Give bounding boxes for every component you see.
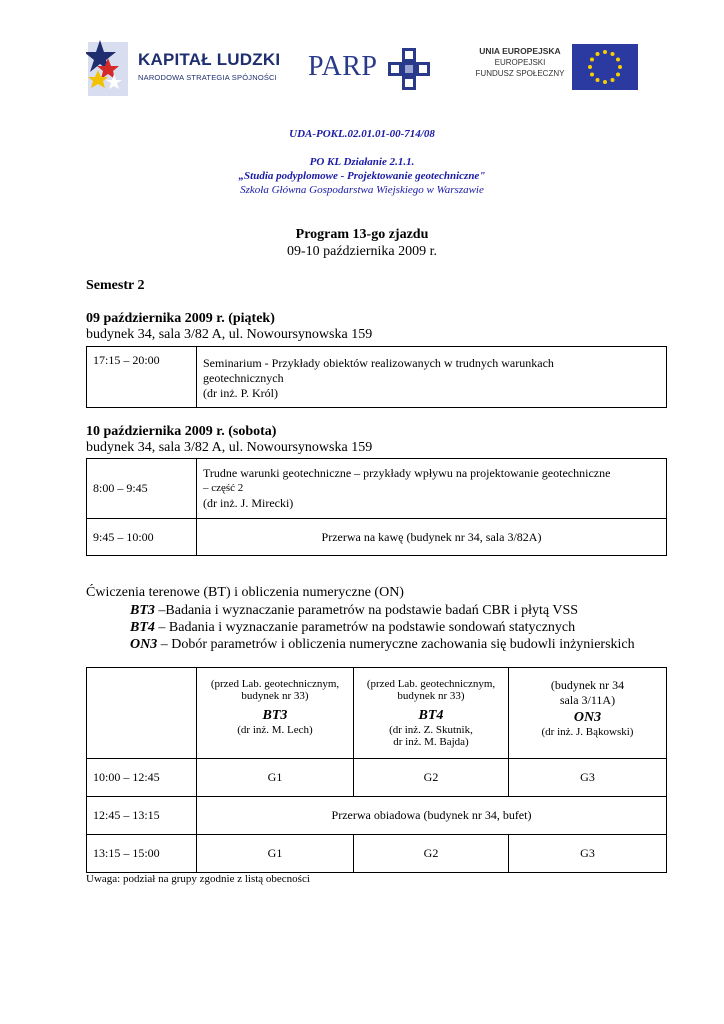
- day1-table: [86, 346, 667, 408]
- groups-row3-time: 13:15 – 15:00: [87, 835, 197, 873]
- eu-flag-icon: [572, 44, 638, 90]
- program-title: Program 13-go zjazdu: [295, 227, 429, 242]
- day2-row1-desc-line1: Trudne warunki geotechniczne – przykłady wpływu na projektowanie geotechniczne: [203, 466, 611, 480]
- day2-date: 10 października 2009 r. (sobota): [86, 424, 277, 439]
- project-code: UDA-POKL.02.01.01-00-714/08: [289, 128, 435, 140]
- groups-row1-g1: G1: [197, 759, 354, 797]
- day1-place: budynek 34, sala 3/82 A, ul. Nowoursynowska 159: [86, 327, 373, 342]
- exercise-code-on3: ON3: [130, 637, 158, 652]
- semester-label: Semestr 2: [86, 278, 145, 293]
- day1-lecturer: (dr inż. P. Król): [203, 386, 278, 400]
- on3-lecturer: (dr inż. J. Bąkowski): [541, 726, 634, 738]
- kapital-ludzki-subtitle: NARODOWA STRATEGIA SPÓJNOŚCI: [138, 73, 277, 82]
- groups-header-empty: [87, 668, 197, 759]
- on3-loc2: sala 3/11A): [559, 693, 616, 707]
- school-name: Szkoła Główna Gospodarstwa Wiejskiego w Warszawie: [240, 184, 484, 196]
- day2-row1-desc: [197, 459, 667, 519]
- groups-table: [86, 667, 667, 873]
- groups-row2-desc: Przerwa obiadowa (budynek nr 34, bufet): [197, 797, 667, 835]
- groups-row1-g3: G3: [509, 759, 667, 797]
- parp-cross-logo-icon: [386, 46, 432, 92]
- bt3-lecturer: (dr inż. M. Lech): [237, 724, 313, 736]
- bt4-lecturer2: dr inż. M. Bajda): [393, 736, 469, 748]
- program-dates: 09-10 października 2009 r.: [286, 244, 438, 259]
- day2-row2-desc: Przerwa na kawę (budynek nr 34, sala 3/82A): [197, 519, 667, 556]
- exercises-title: Ćwiczenia terenowe (BT) i obliczenia numeryczne (ON): [86, 585, 404, 600]
- groups-row1-g2: G2: [354, 759, 509, 797]
- day1-desc-line2: geotechnicznych: [203, 371, 284, 385]
- groups-header-bt3: [197, 668, 354, 759]
- day2-place: budynek 34, sala 3/82 A, ul. Nowoursynowska 159: [86, 440, 373, 455]
- groups-header-bt4: [354, 668, 509, 759]
- kapital-ludzki-star-logo-icon: [86, 36, 134, 98]
- groups-header-on3: [509, 668, 667, 759]
- logo-bar: [0, 36, 724, 100]
- groups-row1-time: 10:00 – 12:45: [87, 759, 197, 797]
- table-row: [87, 759, 667, 797]
- bt4-lecturer1: (dr inż. Z. Skutnik,: [389, 724, 473, 736]
- exercise-item-bt3: [130, 603, 578, 619]
- bt3-loc2: budynek nr 33): [241, 690, 309, 702]
- table-row: [87, 347, 667, 408]
- action-title: PO KL Działanie 2.1.1.: [309, 156, 415, 168]
- parp-logo: [308, 46, 438, 92]
- day1-desc-line1: Seminarium - Przykłady obiektów realizowanych w trudnych warunkach: [203, 356, 554, 370]
- eu-logo: [470, 44, 640, 96]
- table-row: [87, 668, 667, 759]
- day1-date: 09 października 2009 r. (piątek): [86, 311, 275, 326]
- on3-code: ON3: [573, 710, 602, 725]
- bt3-code: BT3: [262, 708, 288, 723]
- exercise-text-on3: – Dobór parametrów i obliczenia numeryczne zachowania się budowli inżynierskich: [157, 637, 635, 652]
- groups-row3-g1: G1: [197, 835, 354, 873]
- day2-row2-time: 9:45 – 10:00: [87, 519, 197, 556]
- day2-row1-time: 8:00 – 9:45: [87, 459, 197, 519]
- table-row: [87, 835, 667, 873]
- eu-line2: EUROPEJSKI: [494, 58, 546, 67]
- kapital-ludzki-logo: [86, 36, 281, 98]
- eu-logo-text: [470, 46, 570, 79]
- exercise-text-bt3: –Badania i wyznaczanie parametrów na podstawie badań CBR i płytą VSS: [154, 603, 579, 618]
- kapital-ludzki-title: KAPITAŁ LUDZKI: [138, 50, 281, 69]
- studies-title: „Studia podyplomowe - Projektowanie geotechniczne": [238, 170, 486, 182]
- table-row: [87, 797, 667, 835]
- bt3-loc1: (przed Lab. geotechnicznym,: [210, 678, 340, 690]
- table-row: [87, 459, 667, 519]
- day1-desc: [197, 347, 667, 408]
- on3-loc1: (budynek nr 34: [550, 678, 625, 692]
- bt4-loc1: (przed Lab. geotechnicznym,: [366, 678, 496, 690]
- table-row: [87, 519, 667, 556]
- groups-row3-g3: G3: [509, 835, 667, 873]
- exercise-item-bt4: [130, 620, 575, 636]
- bt4-loc2: budynek nr 33): [397, 690, 465, 702]
- day2-table: [86, 458, 667, 556]
- groups-row2-time: 12:45 – 13:15: [87, 797, 197, 835]
- exercise-code-bt3: BT3: [130, 603, 155, 618]
- footnote: Uwaga: podział na grupy zgodnie z listą obecności: [86, 873, 310, 885]
- bt4-code: BT4: [418, 708, 444, 723]
- groups-row3-g2: G2: [354, 835, 509, 873]
- eu-line1: UNIA EUROPEJSKA: [479, 46, 561, 56]
- exercise-text-bt4: – Badania i wyznaczanie parametrów na podstawie sondowań statycznych: [154, 620, 576, 635]
- exercise-code-bt4: BT4: [130, 620, 155, 635]
- eu-line3: FUNDUSZ SPOŁECZNY: [475, 69, 565, 78]
- day2-row1-desc-line2: – część 2: [203, 482, 244, 494]
- exercise-item-on3: [130, 637, 635, 653]
- day2-row1-lecturer: (dr inż. J. Mirecki): [203, 496, 294, 510]
- day1-time: 17:15 – 20:00: [87, 347, 197, 408]
- parp-title: PARP: [308, 51, 378, 82]
